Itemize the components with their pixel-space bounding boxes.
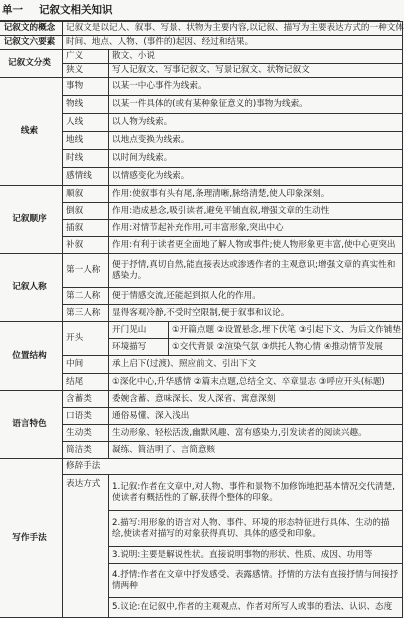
table-row bbox=[0, 254, 403, 288]
sub-label: 物线 bbox=[63, 96, 109, 114]
sub-label: 开头 bbox=[63, 322, 109, 356]
sub-desc: 以时间为线索。 bbox=[109, 150, 403, 168]
sub-label: 表达方式 bbox=[63, 475, 109, 618]
sub-desc: 1.记叙:作者在文章中,对人物、事件和景物不加修饰地把基本情况交代清楚,使读者有概括性的了解,获得个整体的印象。 bbox=[109, 475, 403, 511]
table-row bbox=[0, 78, 403, 96]
document-title bbox=[0, 0, 400, 21]
sub-label: 顺叙 bbox=[63, 186, 109, 203]
sub-desc: 散文、小说 bbox=[109, 50, 403, 64]
sub-label: 简洁类 bbox=[63, 442, 109, 459]
sub-desc: 3.说明:主要是解说性状。直接说明事物的形状、性质、成因、功用等 bbox=[109, 547, 403, 564]
sub-desc: 5.议论:在记叙中,作者的主观观点、作者对所写人或事的看法、认识、态度 bbox=[109, 598, 403, 618]
sub-label: 含蓄类 bbox=[63, 391, 109, 408]
sub-desc: 作用:对情节起补充作用,可丰富形象,突出中心 bbox=[109, 220, 403, 237]
sub-desc: 写人记叙文、写事记叙文、写景记叙文、状物记叙文 bbox=[109, 64, 403, 78]
sub-label: 时线 bbox=[63, 150, 109, 168]
row-label-language: 语言特色 bbox=[0, 391, 63, 459]
table-row bbox=[0, 36, 403, 50]
row-label-order: 记叙顺序 bbox=[0, 186, 63, 254]
title-prefix: 单一 bbox=[2, 4, 23, 16]
row-desc-concept: 记叙文是以记人、叙事、写景、状物为主要内容,以记叙、描写为主要表达方式的一种文体 bbox=[63, 22, 403, 36]
table-row bbox=[0, 50, 403, 64]
sub-desc: 承上启下(过渡)、照应前文、引出下文 bbox=[109, 356, 403, 374]
sub-desc: 以某一中心事件为线索。 bbox=[109, 78, 403, 96]
row-label-person: 记叙人称 bbox=[0, 254, 63, 322]
sub-name: 开门见山 bbox=[109, 322, 169, 339]
sub-label: 事物 bbox=[63, 78, 109, 96]
row-label-classification: 记叙文分类 bbox=[0, 50, 63, 78]
sub-desc: 作用:造成悬念,吸引读者,避免平铺直叙,增强文章的生动性 bbox=[109, 203, 403, 220]
row-label-elements: 记叙文六要素 bbox=[0, 36, 63, 50]
sub-label: 第一人称 bbox=[63, 254, 109, 288]
sub-label: 倒叙 bbox=[63, 203, 109, 220]
title-text: 记叙文相关知识 bbox=[39, 4, 113, 16]
sub-name: 环境描写 bbox=[109, 339, 169, 356]
sub-label: 补叙 bbox=[63, 237, 109, 254]
sub-label: 人线 bbox=[63, 114, 109, 132]
table-row bbox=[0, 391, 403, 408]
table-row bbox=[0, 22, 403, 36]
sub-label: 感情线 bbox=[63, 168, 109, 186]
row-label-technique: 写作手法 bbox=[0, 459, 63, 618]
sub-desc: 以地点变换为线索。 bbox=[109, 132, 403, 150]
sub-label: 生动类 bbox=[63, 425, 109, 442]
sub-label: 中间 bbox=[63, 356, 109, 374]
sub-desc: 通俗易懂、深入浅出 bbox=[109, 408, 403, 425]
sub-desc: 便于情感交流,还能起到拟人化的作用。 bbox=[109, 288, 403, 305]
sub-desc: 以情感变化为线索。 bbox=[109, 168, 403, 186]
sub-desc: 凝练、简洁明了、言简意赅 bbox=[109, 442, 403, 459]
sub-desc: 委婉含蓄、意味深长、发人深省、寓意深刻 bbox=[109, 391, 403, 408]
sub-label: 狭义 bbox=[63, 64, 109, 78]
sub-desc: 作用:有利于读者更全面地了解人物或事件;使人物形象更丰富,使中心更突出 bbox=[109, 237, 403, 254]
sub-desc: 显得客观冷静,不受时空限制,便于叙事和议论。 bbox=[109, 305, 403, 322]
sub-desc: 4.抒情:作者在文章中抒发感受、表露感情。抒情的方法有直接抒情与间接抒情两种 bbox=[109, 564, 403, 598]
sub-label: 地线 bbox=[63, 132, 109, 150]
sub-label: 口语类 bbox=[63, 408, 109, 425]
sub-label: 广义 bbox=[63, 50, 109, 64]
sub-label: 第二人称 bbox=[63, 288, 109, 305]
sub-desc: ①深化中心,升华感情 ②篇末点题,总结全文、卒章显志 ③呼应开头(标题) bbox=[109, 374, 403, 391]
sub-desc: 以某一件具体的(或有某种象征意义的)事物为线索。 bbox=[109, 96, 403, 114]
sub-desc: 生动形象、轻松活泼,幽默风趣、富有感染力,引发读者的阅读兴趣。 bbox=[109, 425, 403, 442]
sub-label: 修辞手法 bbox=[63, 459, 403, 475]
sub-desc: 2.描写:用形象的语言对人物、事件、环境的形态特征进行具体、生动的描绘,使读者对描写的对象获得真切、具体的感受和印象。 bbox=[109, 511, 403, 547]
sub-desc: ①开篇点题 ②设置悬念,埋下伏笔 ③引起下文、为后文作铺垫 bbox=[169, 322, 403, 339]
sub-label: 插叙 bbox=[63, 220, 109, 237]
sub-desc: ①交代背景 ②渲染气氛 ③烘托人物心情 ④推动情节发展 bbox=[169, 339, 403, 356]
table-row bbox=[0, 459, 403, 475]
sub-label: 结尾 bbox=[63, 374, 109, 391]
sub-desc: 作用:使叙事有头有尾,条理清晰,脉络清楚,使人印象深刻。 bbox=[109, 186, 403, 203]
knowledge-table bbox=[0, 21, 403, 618]
table-row bbox=[0, 322, 403, 339]
table-row bbox=[0, 186, 403, 203]
row-label-clues: 线索 bbox=[0, 78, 63, 186]
sub-label: 第三人称 bbox=[63, 305, 109, 322]
row-label-concept: 记叙文的概念 bbox=[0, 22, 63, 36]
row-label-structure: 位置结构 bbox=[0, 322, 63, 391]
sub-desc: 以人物为线索。 bbox=[109, 114, 403, 132]
sub-desc: 便于抒情,真切自然,能直接表达或渗透作者的主观意识;增强文章的真实性和感染力。 bbox=[109, 254, 403, 288]
row-desc-elements: 时间、地点、人物、(事件的)起因、经过和结果。 bbox=[63, 36, 403, 50]
